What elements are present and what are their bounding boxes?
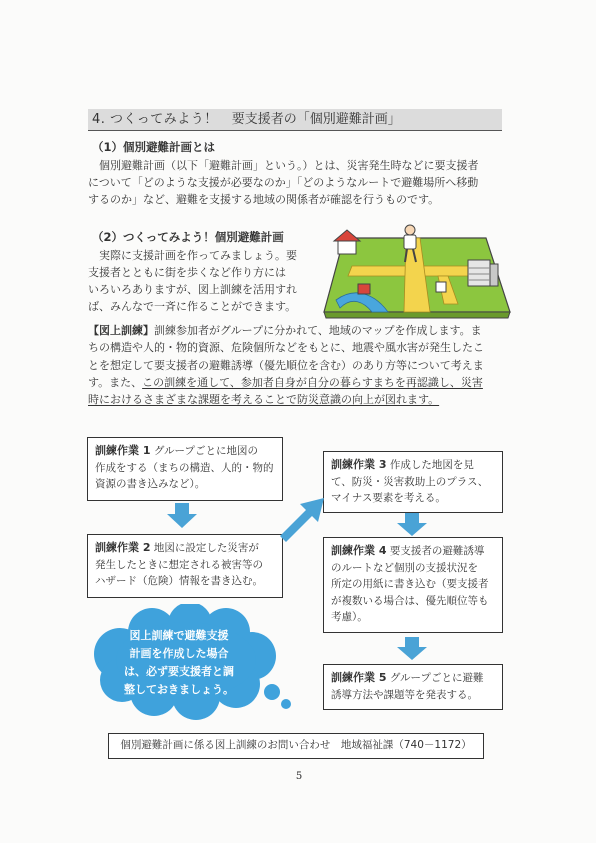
task-4-label: 訓練作業 4: [331, 544, 387, 557]
sub2-line-2: 支援者とともに街を歩くなど作り方には: [88, 266, 286, 279]
task-1-label: 訓練作業 1: [95, 444, 151, 457]
section-title-lead: 4. つくってみよう！: [92, 112, 218, 127]
cloud-line-4: 整しておきましょう。: [124, 683, 234, 696]
task-2-line-3: ハザード（危険）情報を書き込む。: [95, 575, 263, 587]
task-3-label: 訓練作業 3: [331, 458, 387, 471]
zujou-line-4-underlined: この訓練を通して、参加者自身が自分の暮らすまちを再認識し、災害: [142, 375, 483, 389]
sub2-line-1: 実際に支援計画を作ってみましょう。要: [99, 249, 297, 262]
zujou-line-2: ちの構造や人的・物的資源、危険個所などをもとに、地震や風水害が発生したこ: [88, 341, 484, 355]
task-box-4: [323, 537, 503, 633]
page-number: 5: [295, 771, 303, 782]
task-3-line-2: て、防災・災害救助上のプラス、: [331, 475, 489, 488]
task-4-line-2: のルートなど個別の支援状況を: [331, 561, 478, 574]
task-box-3: [323, 451, 503, 513]
arrow-down-1-to-2-icon: [166, 503, 198, 529]
arrow-diagonal-2-to-3-icon: [276, 496, 326, 542]
task-box-2: [87, 534, 283, 598]
sub1-body: [88, 157, 508, 208]
sub1-line-3: するのか」など、避難を支援する地域の関係者が確認を行うものです。: [88, 193, 440, 206]
zujou-line-5-underlined: 時におけるさまざまな課題を考えることで防災意識の向上が図れます。: [88, 393, 440, 407]
task-box-5: [323, 664, 503, 710]
section-title: [88, 109, 502, 131]
task-5-label: 訓練作業 5: [331, 671, 387, 684]
task-4-line-1: 要支援者の避難誘導: [389, 545, 485, 557]
task-2-line-2: 発生したときに想定される被害等の: [95, 558, 263, 571]
task-2-label: 訓練作業 2: [95, 541, 151, 554]
task-3-line-3: マイナス要素を考える。: [331, 492, 446, 504]
house-icon: [334, 230, 360, 254]
red-box-icon: [358, 284, 370, 294]
town-map-illustration: [318, 224, 514, 322]
task-5-line-1: グループごとに避難: [389, 672, 484, 684]
task-5-line-2: 誘導方法や課題等を発表する。: [331, 688, 478, 701]
task-1-line-1: グループごとに地図の: [153, 445, 258, 457]
arrow-down-3-to-4-icon: [396, 513, 428, 537]
cloud-line-3: は、必ず要支援者と調: [124, 665, 234, 678]
sub1-heading: （1）個別避難計画とは: [92, 140, 216, 154]
sub2-line-4: ば、みんなで一斉に作ることができます。: [88, 300, 297, 313]
task-1-line-3: 資源の書き込みなど）。: [95, 478, 206, 490]
task-4-line-3: 所定の用紙に書き込む（要支援者: [331, 578, 489, 590]
zujou-line-4-plain: す。また、: [88, 375, 143, 389]
task-1-line-2: 作成をする（まちの構造、人的・物的: [95, 461, 274, 474]
sub1-line-1: 個別避難計画（以下「避難計画」という。）とは、災害発生時などに要支援者: [99, 159, 479, 172]
contact-box: 個別避難計画に係る図上訓練のお問い合わせ 地域福祉課（740－1172）: [108, 733, 484, 759]
sub2-heading: （2）つくってみよう！個別避難計画: [92, 230, 284, 244]
zujou-paragraph: [88, 322, 512, 408]
section-title-main: 要支援者の「個別避難計画」: [231, 112, 401, 127]
cloud-line-2: 計画を作成した場合: [129, 647, 229, 660]
cloud-line-1: 図上訓練で避難支援: [129, 629, 229, 642]
task-2-line-1: 地図に設定した災害が: [153, 542, 259, 554]
zujou-line-1: 訓練参加者がグループに分かれて、地域のマップを作成します。ま: [154, 324, 482, 337]
sub2-body: [88, 247, 316, 315]
zujou-tag: 【図上訓練】: [88, 324, 154, 337]
task-box-1: [87, 437, 283, 501]
zujou-line-3: とを想定して要支援者の避難誘導（優先順位を含む）のあり方等について考えま: [88, 358, 484, 372]
sign-icon: [436, 282, 446, 292]
task-4-line-4: が複数いる場合は、優先順位等も: [331, 594, 489, 607]
sub1-line-2: について「どのような支援が必要なのか」「どのようなルートで避難場所へ移動: [88, 176, 479, 189]
advice-cloud-text: [104, 627, 254, 699]
task-4-line-5: 考慮）。: [331, 611, 368, 623]
task-3-line-1: 作成した地図を見: [389, 459, 474, 471]
sub2-line-3: いろいろありますが、図上訓練を活用すれ: [88, 283, 297, 296]
arrow-down-4-to-5-icon: [396, 637, 428, 661]
apartment-icon: [468, 260, 498, 286]
